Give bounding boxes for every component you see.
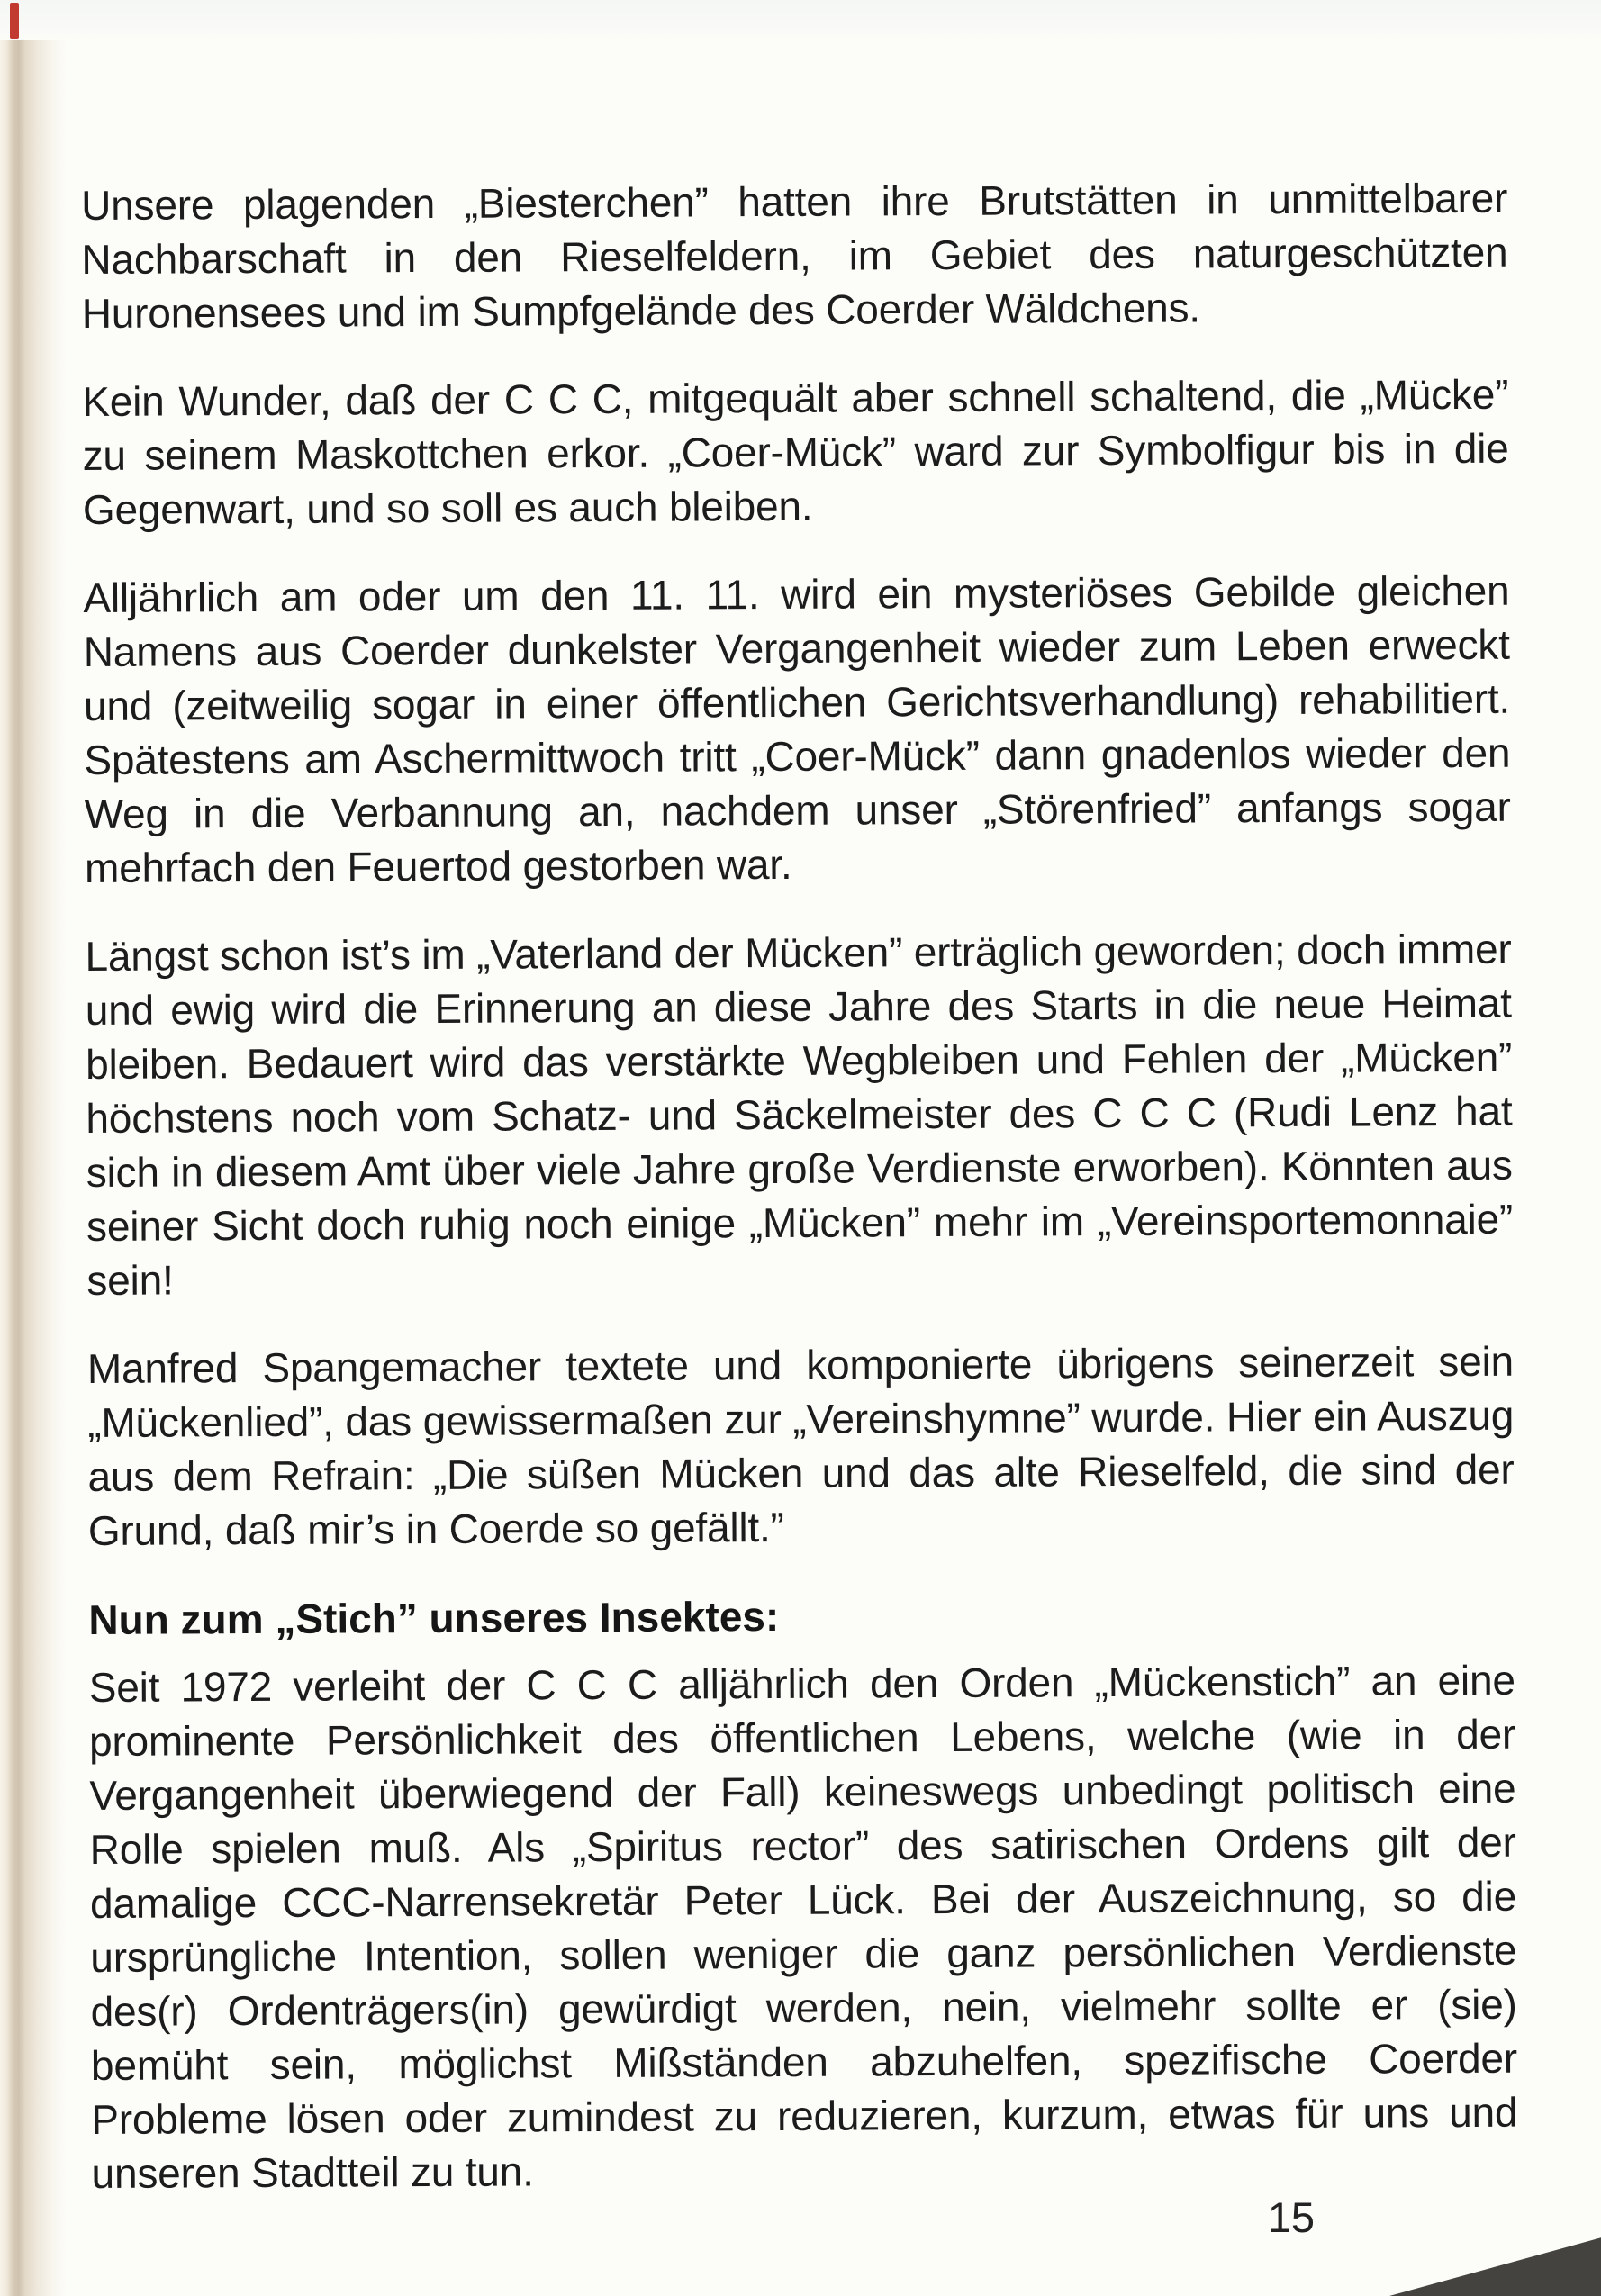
scan-corner-shadow <box>1389 2231 1601 2296</box>
paragraph-biesterchen: Unsere plagenden „Biesterchen” hatten ihre Brutstätten in unmittelbarer Nachbarschaft in den Rieselfeldern, im Gebiet des naturgeschützten Huronensees und im Sumpfgelände des Coerder Wäldchens. <box>81 174 1508 337</box>
section-heading: Nun zum „Stich” unseres Insektes: <box>88 1592 780 1643</box>
paragraph-alljaehrlich: Alljährlich am oder um den 11. 11. wird ein mysteriöses Gebilde gleichen Namens aus Coerder dunkelster Vergangenheit wieder zum Leben erweckt und (zeitweilig sogar in einer öffentlichen Gerichtsverhandlung) rehabilitiert. Spätestens am Aschermittwoch tritt „Coer-Mück” dann gnadenlos wieder den Weg in die Verbannung an, nachdem unser „Störenfried” anfangs sogar mehrfach den Feuertod gestorben war. <box>83 566 1511 891</box>
paragraph-laengst-schon: Längst schon ist’s im „Vaterland der Mücken” erträglich geworden; doch immer und ewig wird die Erinnerung an diese Jahre des Starts in die neue Heimat bleiben. Bedauert wird das verstärkte Wegbleiben und Fehlen der „Mücken” höchstens noch vom Schatz- und Säckelmeister des C C C (Rudi Lenz hat sich in diesem Amt über viele Jahre große Verdienste erworben). Könnten aus seiner Sicht doch ruhig noch einige „Mücken” mehr im „Vereinsportemonnaie” sein! <box>85 925 1514 1304</box>
red-scan-mark <box>10 3 19 39</box>
page-text-block <box>81 171 1518 2235</box>
paragraph-mueckenstich: Seit 1972 verleiht der C C C alljährlich den Orden „Mückenstich” an eine prominente Persönlichkeit des öffentlichen Lebens, welche (wie in der Vergangenheit überwiegend der Fall) keineswegs unbedingt politisch eine Rolle spielen muß. Als „Spiritus rector” des satirischen Ordens gilt der damalige CCC-Narrensekretär Peter Lück. Bei der Auszeichnung, so die ursprüngliche Intention, sollen weniger die ganz persönlichen Verdienste des(r) Ordenträgers(in) gewürdigt werden, nein, vielmehr sollte er (sie) bemüht sein, möglichst Mißständen abzuhelfen, spezifische Coerder Probleme lösen oder zumindest zu reduzieren, kurzum, etwas für uns und unseren Stadtteil zu tun. <box>88 1656 1518 2197</box>
paragraph-mueckenlied: Manfred Spangemacher textete und komponierte übrigens seinerzeit sein „Mückenlied”, das gewissermaßen zur „Vereinshymne” wurde. Hier ein Auszug aus dem Refrain: „Die süßen Mücken und das alte Rieselfeld, die sind der Grund, daß mir’s in Coerde so gefällt.” <box>86 1337 1515 1554</box>
scan-top-strip <box>0 0 1601 41</box>
page-spine-edge <box>0 40 67 2296</box>
paragraph-kein-wunder: Kein Wunder, daß der C C C, mitgequält aber schnell schaltend, die „Mücke” zu seinem Maskottchen erkor. „Coer-Mück” ward zur Symbolfigur bis in die Gegenwart, und so soll es auch bleiben. <box>82 370 1509 533</box>
page-number: 15 <box>1267 2193 1315 2241</box>
